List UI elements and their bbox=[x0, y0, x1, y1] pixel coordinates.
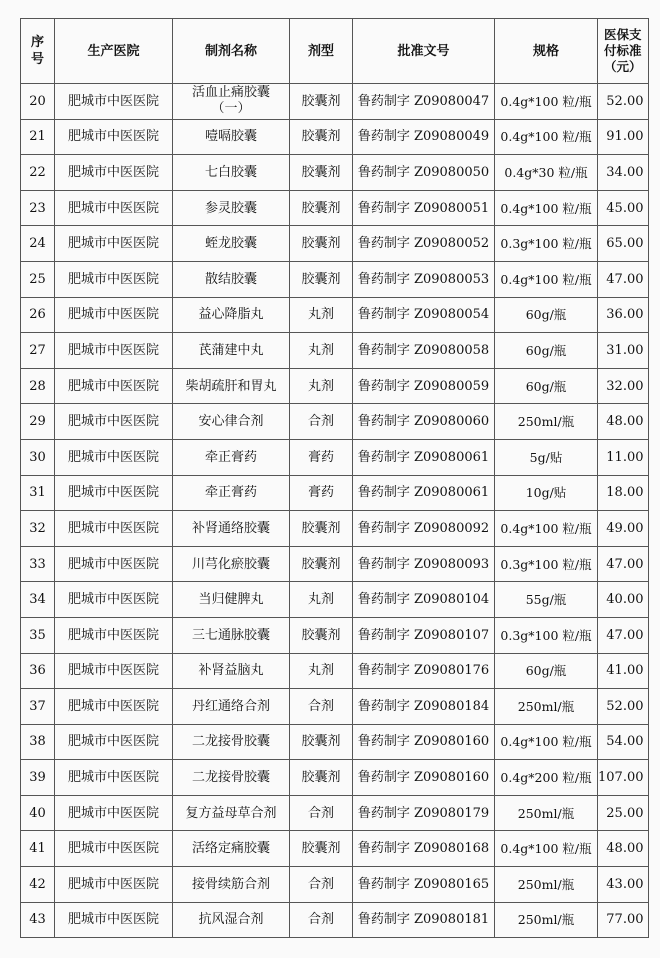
cell-form: 合剂 bbox=[290, 867, 353, 903]
table-row bbox=[21, 84, 649, 120]
cell-seq: 30 bbox=[21, 439, 55, 475]
cell-fee: 47.00 bbox=[598, 617, 649, 653]
cell-spec: 60g/瓶 bbox=[495, 297, 598, 333]
cell-approval: 鲁药制字 Z09080051 bbox=[353, 190, 495, 226]
table-row bbox=[21, 653, 649, 689]
cell-seq: 23 bbox=[21, 190, 55, 226]
cell-name: 安心律合剂 bbox=[173, 404, 290, 440]
cell-approval: 鲁药制字 Z09080058 bbox=[353, 333, 495, 369]
header-seq: 序 号 bbox=[21, 19, 55, 84]
cell-fee: 48.00 bbox=[598, 404, 649, 440]
table-row bbox=[21, 582, 649, 618]
cell-name: 三七通脉胶囊 bbox=[173, 617, 290, 653]
table-row bbox=[21, 724, 649, 760]
cell-name: 噎嗝胶囊 bbox=[173, 119, 290, 155]
cell-seq: 21 bbox=[21, 119, 55, 155]
cell-spec: 0.4g*100 粒/瓶 bbox=[495, 831, 598, 867]
cell-name: 参灵胶囊 bbox=[173, 190, 290, 226]
cell-seq: 38 bbox=[21, 724, 55, 760]
cell-form: 胶囊剂 bbox=[290, 831, 353, 867]
cell-name: 牵正膏药 bbox=[173, 475, 290, 511]
cell-spec: 0.3g*100 粒/瓶 bbox=[495, 226, 598, 262]
cell-name: 活络定痛胶囊 bbox=[173, 831, 290, 867]
header-fee: 医保支 付标准 （元） bbox=[598, 19, 649, 84]
cell-producer: 肥城市中医医院 bbox=[55, 831, 173, 867]
cell-form: 膏药 bbox=[290, 439, 353, 475]
cell-spec: 0.4g*100 粒/瓶 bbox=[495, 261, 598, 297]
cell-seq: 43 bbox=[21, 902, 55, 938]
cell-form: 合剂 bbox=[290, 902, 353, 938]
cell-fee: 40.00 bbox=[598, 582, 649, 618]
cell-seq: 25 bbox=[21, 261, 55, 297]
cell-spec: 0.4g*100 粒/瓶 bbox=[495, 724, 598, 760]
cell-form: 胶囊剂 bbox=[290, 226, 353, 262]
cell-name: 蛭龙胶囊 bbox=[173, 226, 290, 262]
cell-form: 合剂 bbox=[290, 795, 353, 831]
cell-approval: 鲁药制字 Z09080060 bbox=[353, 404, 495, 440]
table-row bbox=[21, 190, 649, 226]
cell-form: 丸剂 bbox=[290, 333, 353, 369]
cell-spec: 0.4g*200 粒/瓶 bbox=[495, 760, 598, 796]
cell-seq: 40 bbox=[21, 795, 55, 831]
cell-spec: 250ml/瓶 bbox=[495, 795, 598, 831]
table-row bbox=[21, 297, 649, 333]
cell-producer: 肥城市中医医院 bbox=[55, 475, 173, 511]
table-row bbox=[21, 546, 649, 582]
cell-seq: 35 bbox=[21, 617, 55, 653]
cell-approval: 鲁药制字 Z09080107 bbox=[353, 617, 495, 653]
cell-name: 活血止痛胶囊（一） bbox=[173, 84, 290, 120]
preparation-table bbox=[20, 18, 649, 938]
cell-spec: 0.4g*30 粒/瓶 bbox=[495, 155, 598, 191]
cell-fee: 32.00 bbox=[598, 368, 649, 404]
cell-spec: 55g/瓶 bbox=[495, 582, 598, 618]
cell-approval: 鲁药制字 Z09080165 bbox=[353, 867, 495, 903]
cell-producer: 肥城市中医医院 bbox=[55, 902, 173, 938]
header-spec: 规格 bbox=[495, 19, 598, 84]
cell-producer: 肥城市中医医院 bbox=[55, 689, 173, 725]
cell-approval: 鲁药制字 Z09080093 bbox=[353, 546, 495, 582]
cell-fee: 36.00 bbox=[598, 297, 649, 333]
cell-name: 接骨续筋合剂 bbox=[173, 867, 290, 903]
cell-fee: 77.00 bbox=[598, 902, 649, 938]
cell-form: 丸剂 bbox=[290, 653, 353, 689]
cell-seq: 28 bbox=[21, 368, 55, 404]
table-row bbox=[21, 689, 649, 725]
cell-name: 益心降脂丸 bbox=[173, 297, 290, 333]
cell-fee: 34.00 bbox=[598, 155, 649, 191]
cell-producer: 肥城市中医医院 bbox=[55, 84, 173, 120]
cell-fee: 107.00 bbox=[598, 760, 649, 796]
cell-spec: 250ml/瓶 bbox=[495, 689, 598, 725]
table-row bbox=[21, 333, 649, 369]
cell-producer: 肥城市中医医院 bbox=[55, 119, 173, 155]
header-name: 制剂名称 bbox=[173, 19, 290, 84]
cell-seq: 22 bbox=[21, 155, 55, 191]
cell-producer: 肥城市中医医院 bbox=[55, 511, 173, 547]
cell-name: 复方益母草合剂 bbox=[173, 795, 290, 831]
table-row bbox=[21, 511, 649, 547]
cell-fee: 54.00 bbox=[598, 724, 649, 760]
cell-spec: 10g/贴 bbox=[495, 475, 598, 511]
cell-approval: 鲁药制字 Z09080047 bbox=[353, 84, 495, 120]
cell-spec: 250ml/瓶 bbox=[495, 404, 598, 440]
cell-form: 胶囊剂 bbox=[290, 84, 353, 120]
cell-approval: 鲁药制字 Z09080049 bbox=[353, 119, 495, 155]
cell-name: 芪蒲建中丸 bbox=[173, 333, 290, 369]
table-row bbox=[21, 475, 649, 511]
cell-form: 丸剂 bbox=[290, 368, 353, 404]
cell-form: 胶囊剂 bbox=[290, 617, 353, 653]
cell-producer: 肥城市中医医院 bbox=[55, 546, 173, 582]
cell-name: 七白胶囊 bbox=[173, 155, 290, 191]
cell-form: 合剂 bbox=[290, 404, 353, 440]
cell-producer: 肥城市中医医院 bbox=[55, 867, 173, 903]
cell-name: 丹红通络合剂 bbox=[173, 689, 290, 725]
table-row bbox=[21, 831, 649, 867]
cell-fee: 47.00 bbox=[598, 261, 649, 297]
cell-approval: 鲁药制字 Z09080160 bbox=[353, 760, 495, 796]
cell-form: 合剂 bbox=[290, 689, 353, 725]
cell-name: 散结胶囊 bbox=[173, 261, 290, 297]
cell-fee: 47.00 bbox=[598, 546, 649, 582]
cell-fee: 41.00 bbox=[598, 653, 649, 689]
cell-name: 二龙接骨胶囊 bbox=[173, 724, 290, 760]
cell-fee: 43.00 bbox=[598, 867, 649, 903]
cell-seq: 42 bbox=[21, 867, 55, 903]
cell-seq: 32 bbox=[21, 511, 55, 547]
cell-form: 胶囊剂 bbox=[290, 119, 353, 155]
cell-approval: 鲁药制字 Z09080059 bbox=[353, 368, 495, 404]
cell-fee: 52.00 bbox=[598, 689, 649, 725]
cell-spec: 0.4g*100 粒/瓶 bbox=[495, 190, 598, 226]
cell-producer: 肥城市中医医院 bbox=[55, 226, 173, 262]
cell-fee: 65.00 bbox=[598, 226, 649, 262]
table-row bbox=[21, 226, 649, 262]
cell-form: 丸剂 bbox=[290, 582, 353, 618]
cell-seq: 39 bbox=[21, 760, 55, 796]
table-row bbox=[21, 404, 649, 440]
cell-producer: 肥城市中医医院 bbox=[55, 333, 173, 369]
cell-producer: 肥城市中医医院 bbox=[55, 653, 173, 689]
table-row bbox=[21, 261, 649, 297]
cell-producer: 肥城市中医医院 bbox=[55, 404, 173, 440]
cell-seq: 20 bbox=[21, 84, 55, 120]
cell-approval: 鲁药制字 Z09080160 bbox=[353, 724, 495, 760]
cell-spec: 250ml/瓶 bbox=[495, 867, 598, 903]
cell-spec: 0.3g*100 粒/瓶 bbox=[495, 617, 598, 653]
cell-name: 补肾通络胶囊 bbox=[173, 511, 290, 547]
cell-producer: 肥城市中医医院 bbox=[55, 261, 173, 297]
cell-seq: 26 bbox=[21, 297, 55, 333]
header-row bbox=[21, 19, 649, 84]
cell-fee: 18.00 bbox=[598, 475, 649, 511]
cell-producer: 肥城市中医医院 bbox=[55, 582, 173, 618]
cell-name: 补肾益脑丸 bbox=[173, 653, 290, 689]
table-row bbox=[21, 368, 649, 404]
cell-seq: 24 bbox=[21, 226, 55, 262]
table-row bbox=[21, 867, 649, 903]
cell-fee: 45.00 bbox=[598, 190, 649, 226]
table-row bbox=[21, 617, 649, 653]
table-row bbox=[21, 155, 649, 191]
cell-spec: 60g/瓶 bbox=[495, 653, 598, 689]
cell-approval: 鲁药制字 Z09080054 bbox=[353, 297, 495, 333]
cell-fee: 25.00 bbox=[598, 795, 649, 831]
header-form: 剂型 bbox=[290, 19, 353, 84]
header-approval: 批准文号 bbox=[353, 19, 495, 84]
cell-name: 川芎化瘀胶囊 bbox=[173, 546, 290, 582]
cell-fee: 91.00 bbox=[598, 119, 649, 155]
cell-form: 丸剂 bbox=[290, 297, 353, 333]
cell-producer: 肥城市中医医院 bbox=[55, 297, 173, 333]
table-row bbox=[21, 119, 649, 155]
cell-spec: 0.3g*100 粒/瓶 bbox=[495, 546, 598, 582]
cell-producer: 肥城市中医医院 bbox=[55, 795, 173, 831]
cell-spec: 0.4g*100 粒/瓶 bbox=[495, 84, 598, 120]
cell-producer: 肥城市中医医院 bbox=[55, 155, 173, 191]
cell-name: 抗风湿合剂 bbox=[173, 902, 290, 938]
cell-spec: 250ml/瓶 bbox=[495, 902, 598, 938]
cell-approval: 鲁药制字 Z09080176 bbox=[353, 653, 495, 689]
cell-form: 胶囊剂 bbox=[290, 190, 353, 226]
cell-form: 胶囊剂 bbox=[290, 261, 353, 297]
cell-approval: 鲁药制字 Z09080061 bbox=[353, 475, 495, 511]
cell-producer: 肥城市中医医院 bbox=[55, 760, 173, 796]
cell-approval: 鲁药制字 Z09080092 bbox=[353, 511, 495, 547]
cell-form: 胶囊剂 bbox=[290, 760, 353, 796]
cell-seq: 27 bbox=[21, 333, 55, 369]
cell-spec: 0.4g*100 粒/瓶 bbox=[495, 511, 598, 547]
cell-approval: 鲁药制字 Z09080053 bbox=[353, 261, 495, 297]
cell-name: 当归健脾丸 bbox=[173, 582, 290, 618]
cell-producer: 肥城市中医医院 bbox=[55, 724, 173, 760]
cell-name: 牵正膏药 bbox=[173, 439, 290, 475]
cell-form: 胶囊剂 bbox=[290, 155, 353, 191]
cell-seq: 31 bbox=[21, 475, 55, 511]
cell-seq: 29 bbox=[21, 404, 55, 440]
cell-seq: 36 bbox=[21, 653, 55, 689]
cell-spec: 60g/瓶 bbox=[495, 368, 598, 404]
cell-producer: 肥城市中医医院 bbox=[55, 190, 173, 226]
cell-approval: 鲁药制字 Z09080104 bbox=[353, 582, 495, 618]
table-row bbox=[21, 760, 649, 796]
cell-seq: 34 bbox=[21, 582, 55, 618]
cell-producer: 肥城市中医医院 bbox=[55, 439, 173, 475]
cell-fee: 52.00 bbox=[598, 84, 649, 120]
cell-approval: 鲁药制字 Z09080181 bbox=[353, 902, 495, 938]
cell-approval: 鲁药制字 Z09080061 bbox=[353, 439, 495, 475]
cell-fee: 11.00 bbox=[598, 439, 649, 475]
cell-spec: 5g/贴 bbox=[495, 439, 598, 475]
cell-name: 柴胡疏肝和胃丸 bbox=[173, 368, 290, 404]
cell-producer: 肥城市中医医院 bbox=[55, 368, 173, 404]
cell-form: 胶囊剂 bbox=[290, 511, 353, 547]
cell-form: 胶囊剂 bbox=[290, 546, 353, 582]
cell-seq: 41 bbox=[21, 831, 55, 867]
cell-name: 二龙接骨胶囊 bbox=[173, 760, 290, 796]
table-row bbox=[21, 902, 649, 938]
cell-approval: 鲁药制字 Z09080184 bbox=[353, 689, 495, 725]
cell-approval: 鲁药制字 Z09080179 bbox=[353, 795, 495, 831]
cell-fee: 31.00 bbox=[598, 333, 649, 369]
cell-approval: 鲁药制字 Z09080050 bbox=[353, 155, 495, 191]
cell-seq: 37 bbox=[21, 689, 55, 725]
header-producer: 生产医院 bbox=[55, 19, 173, 84]
cell-form: 膏药 bbox=[290, 475, 353, 511]
cell-spec: 0.4g*100 粒/瓶 bbox=[495, 119, 598, 155]
cell-fee: 49.00 bbox=[598, 511, 649, 547]
cell-spec: 60g/瓶 bbox=[495, 333, 598, 369]
table-row bbox=[21, 795, 649, 831]
cell-approval: 鲁药制字 Z09080168 bbox=[353, 831, 495, 867]
cell-approval: 鲁药制字 Z09080052 bbox=[353, 226, 495, 262]
cell-producer: 肥城市中医医院 bbox=[55, 617, 173, 653]
cell-seq: 33 bbox=[21, 546, 55, 582]
cell-fee: 48.00 bbox=[598, 831, 649, 867]
cell-form: 胶囊剂 bbox=[290, 724, 353, 760]
table-row bbox=[21, 439, 649, 475]
